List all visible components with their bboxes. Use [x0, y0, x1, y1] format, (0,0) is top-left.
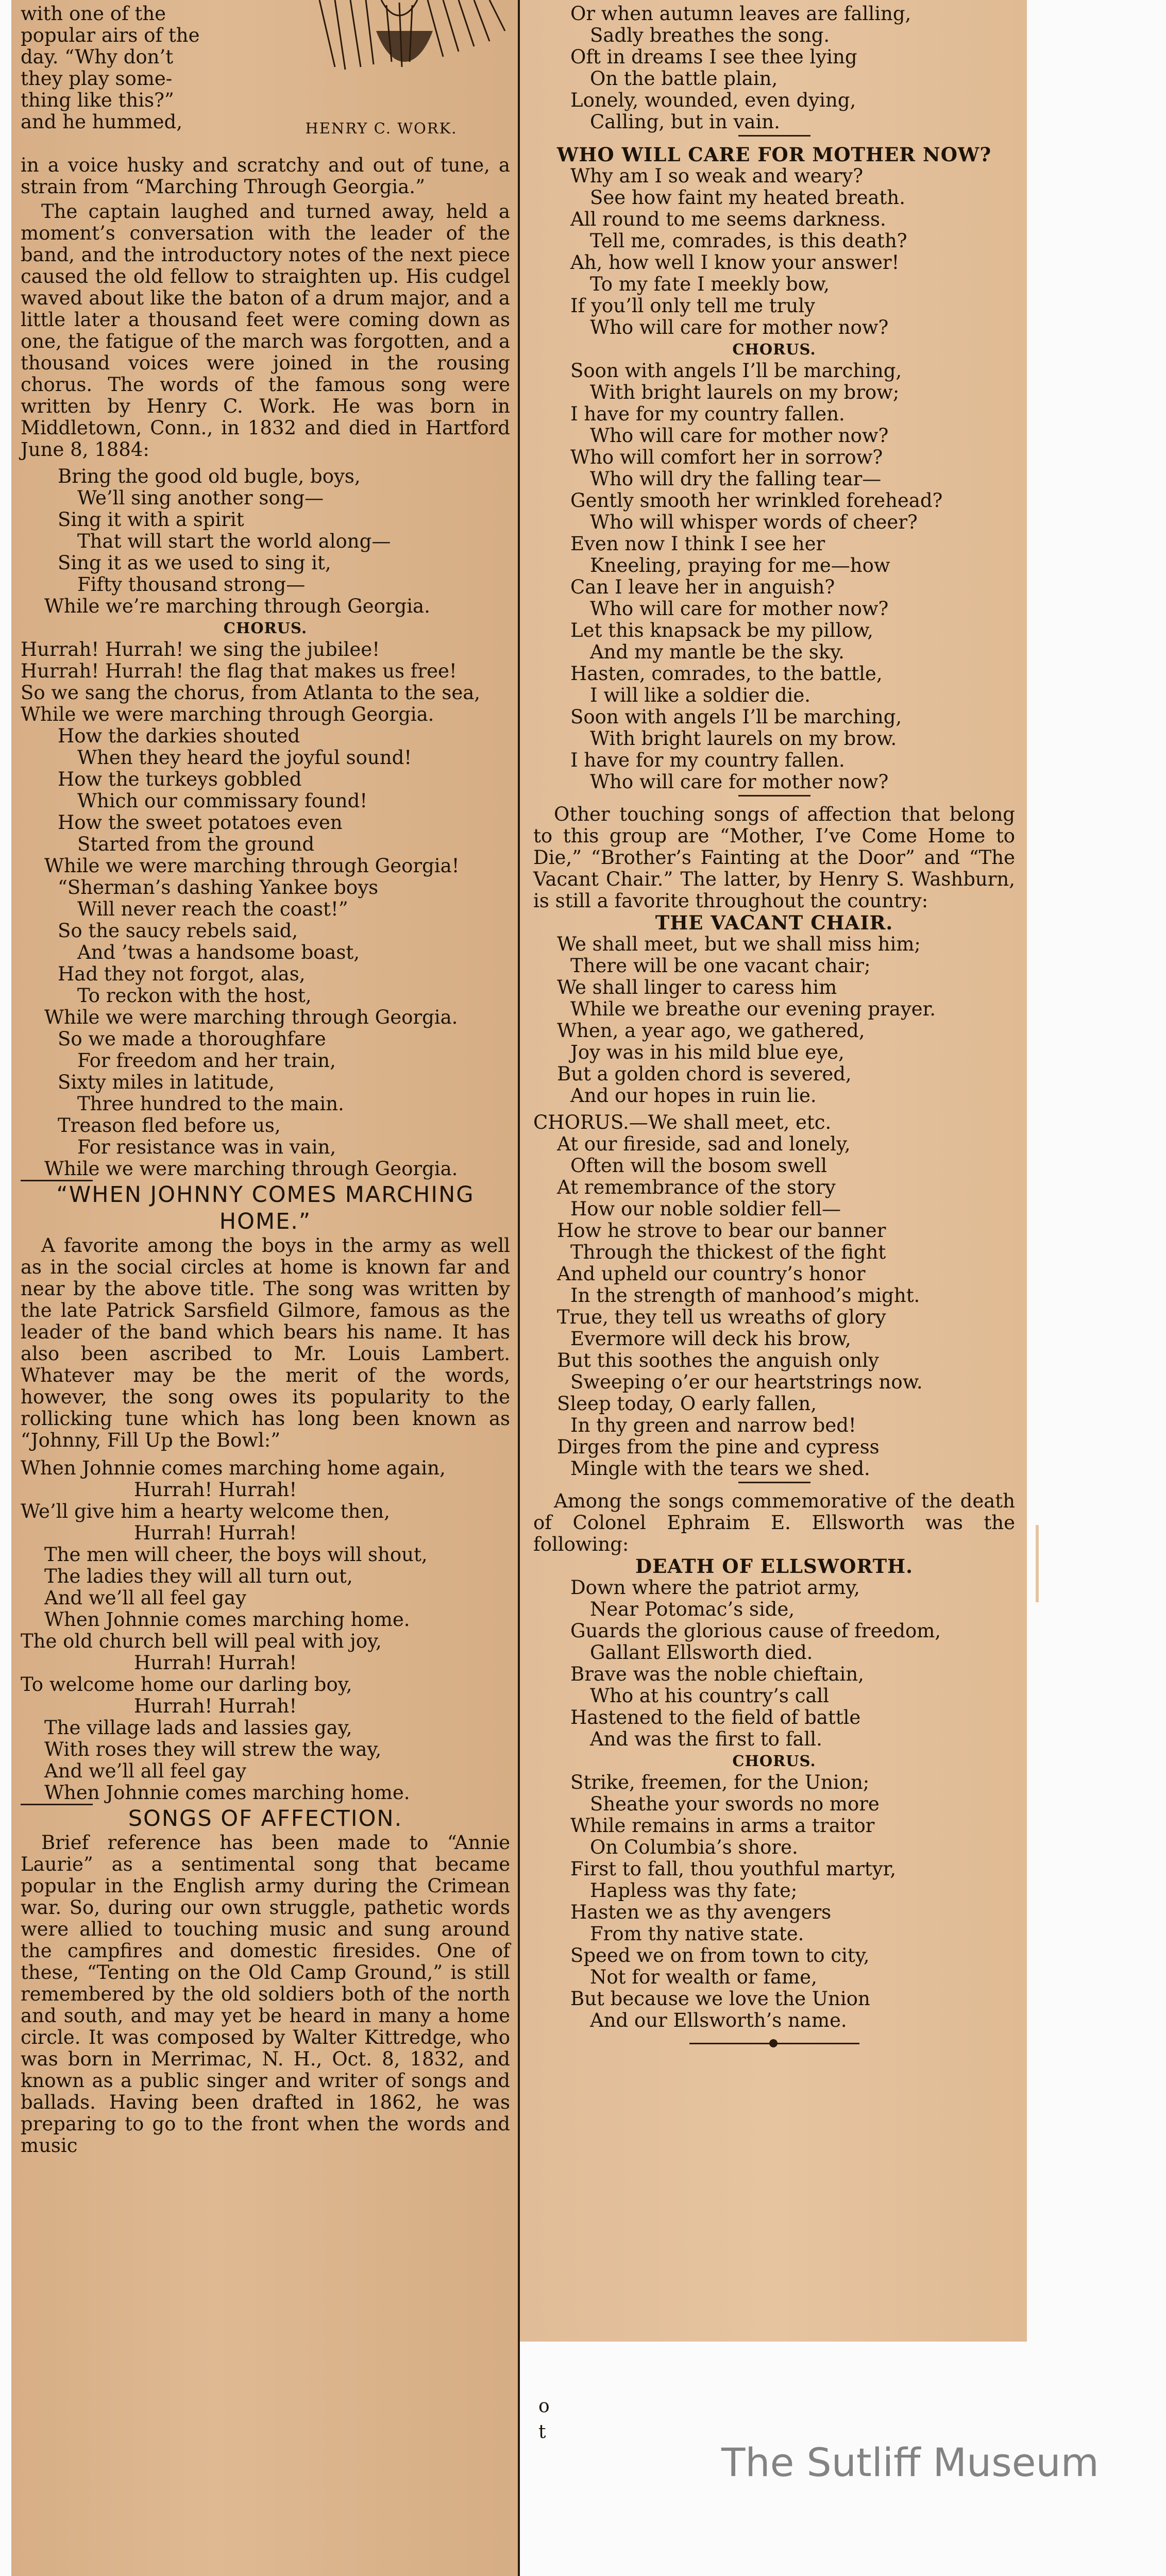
mother-verse-1 — [533, 165, 1015, 338]
verse-line: Guards the glorious cause of freedom, — [570, 1620, 941, 1642]
paper-tab — [1036, 1525, 1039, 1602]
verse-line: The old church bell will peal with joy, — [21, 1630, 382, 1652]
verse-line: True, they tell us wreaths of glory — [557, 1306, 886, 1328]
verse-line: To my fate I meekly bow, — [590, 273, 830, 295]
verse-line: And we’ll all feel gay — [44, 1587, 246, 1609]
verse-line: Hurrah! Hurrah! the flag that makes us free! — [21, 660, 457, 682]
verse-line: Down where the patriot army, — [570, 1577, 860, 1599]
verse-line: Who will comfort her in sorrow? — [570, 446, 883, 468]
ellsworth-chorus — [533, 1772, 1015, 1858]
intro-line: with one of the — [21, 3, 166, 25]
portrait-caption: HENRY C. WORK. — [305, 120, 458, 137]
verse-line: Oft in dreams I see thee lying — [570, 46, 857, 68]
verse-line: Sleep today, O early fallen, — [557, 1393, 817, 1415]
verse-line: The men will cheer, the boys will shout, — [44, 1544, 428, 1566]
verse-line: I have for my country fallen. — [570, 403, 845, 425]
verse-line: That will start the world along— — [77, 530, 391, 552]
vacant-heading: THE VACANT CHAIR. — [655, 911, 893, 934]
verse-line: Why am I so weak and weary? — [570, 165, 864, 187]
verse-line: While remains in arms a traitor — [570, 1815, 875, 1837]
verse-line: Who at his country’s call — [590, 1685, 830, 1707]
johnny-paragraph: A favorite among the boys in the army as well as in the social circles at home is known far and near by the above title. The song was written by the late Patrick Sarsfield Gilmore, famous as the leader of the band which bears his name. It has also been ascribed to Mr. Louis Lambert. Whatever may be the merit of the words, however, the song owes its popularity to the rollicking tune which has long been known as “Johnny, Fill Up the Bowl:” — [21, 1234, 510, 1451]
verse-line: And our hopes in ruin lie. — [570, 1084, 817, 1107]
verse-line: Let this knapsack be my pillow, — [570, 619, 873, 641]
verse-line: The village lads and lassies gay, — [44, 1717, 352, 1739]
verse-line: While we breathe our evening prayer. — [570, 998, 936, 1020]
verse-line: Hasten, comrades, to the battle, — [570, 663, 883, 685]
verse-line: Evermore will deck his brow, — [570, 1328, 851, 1350]
verse-line: See how faint my heated breath. — [590, 187, 906, 209]
verse-line: First to fall, thou youthful martyr, — [570, 1858, 897, 1880]
verse-line: Speed we on from town to city, — [570, 1944, 870, 1967]
verse-line: At remembrance of the story — [557, 1176, 836, 1198]
verse-line: Even now I think I see her — [570, 533, 825, 555]
section-divider — [738, 135, 810, 137]
verse-line: Gently smooth her wrinkled forehead? — [570, 489, 943, 512]
verse-line: Hurrah! Hurrah! — [134, 1695, 297, 1717]
verse-line: But this soothes the anguish only — [557, 1349, 879, 1371]
verse-line: Fifty thousand strong— — [77, 573, 306, 596]
verse-line: Strike, freemen, for the Union; — [570, 1771, 870, 1793]
verse-line: How our noble soldier fell— — [570, 1198, 841, 1220]
mother-verse-2 — [533, 447, 1015, 620]
verse-line: If you’ll only tell me truly — [570, 295, 815, 317]
affection-paragraph: Brief reference has been made to “Annie Laurie” as a sentimental song that became popular in the English army during the Crimean war. So, during our own struggle, pathetic words were allied to touching music and sung around the campfires and domestic firesides. One of these, “Tenting on the Old Camp Ground,” is still remembered by the old soldiers both of the north and south, and may yet be heard in many a home circle. It was composed by Walter Kittredge, who was born in Merrimac, N. H., Oct. 8, 1832, and known as a public singer and writer of songs and ballads. Having been drafted in 1862, he was preparing to go to the front when the words and music — [21, 1832, 510, 2157]
verse-line: Three hundred to the main. — [77, 1093, 344, 1115]
affection-heading: SONGS OF AFFECTION. — [128, 1806, 403, 1832]
ellsworth-verse-2 — [533, 1858, 1015, 2031]
verse-line: With bright laurels on my brow. — [590, 727, 897, 750]
section-divider — [738, 795, 810, 796]
chorus-label: CHORUS. — [732, 1752, 816, 1770]
verse-line: There will be one vacant chair; — [570, 955, 871, 977]
verse-line: Mingle with the tears we shed. — [570, 1458, 870, 1480]
verse-line: When Johnnie comes marching home. — [44, 1782, 410, 1804]
intro-line: they play some- — [21, 67, 173, 90]
verse-line: Hapless was thy fate; — [590, 1879, 798, 1902]
verse-line: In the strength of manhood’s might. — [570, 1284, 920, 1307]
verse-line: We’ll give him a hearty welcome then, — [21, 1500, 390, 1522]
vacant-verse-2 — [533, 1133, 1015, 1307]
verse-line: Dirges from the pine and cypress — [557, 1436, 880, 1458]
verse-line: From thy native state. — [590, 1923, 804, 1945]
verse-line: How the turkeys gobbled — [58, 768, 302, 790]
mother-heading: WHO WILL CARE FOR MOTHER NOW? — [556, 143, 992, 166]
georgia-verse-4 — [21, 1028, 510, 1180]
intro-line: day. “Why don’t — [21, 46, 174, 68]
vacant-verse-3 — [533, 1307, 1015, 1480]
verse-line: Sadly breathes the song. — [590, 24, 830, 46]
portrait-engraving — [289, 0, 515, 72]
verse-line: Hurrah! Hurrah! — [134, 1522, 297, 1544]
verse-line: Who will care for mother now? — [590, 316, 889, 338]
verse-line: Hurrah! Hurrah! — [134, 1652, 297, 1674]
text-fragment: t — [538, 2421, 546, 2443]
verse-line: When, a year ago, we gathered, — [557, 1020, 865, 1042]
verse-line: I have for my country fallen. — [570, 749, 845, 771]
verse-line: Which our commissary found! — [77, 790, 368, 812]
johnny-verse-2 — [21, 1631, 510, 1804]
verse-line: But because we love the Union — [570, 1988, 870, 2010]
verse-line: Who will care for mother now? — [590, 771, 889, 793]
verse-line: While we were marching through Georgia. — [44, 1006, 458, 1028]
verse-line: Often will the bosom swell — [570, 1155, 827, 1177]
verse-line: In thy green and narrow bed! — [570, 1414, 856, 1436]
georgia-verse-1 — [21, 466, 510, 617]
captain-paragraph: The captain laughed and turned away, held a moment’s conversation with the leader of the band, and the introductory notes of the next piece caused the old fellow to straighten up. His cudgel waved about like the baton of a drum major, and a little later a thousand feet were coming down as one, the fatigue of the march was forgotten, and a thousand voices were joined in the rousing chorus. The words of the famous song were written by Henry C. Work. He was born in Middletown, Conn., in 1832 and died in Hartford June 8, 1884: — [21, 200, 510, 461]
verse-line: And our Ellsworth’s name. — [590, 2009, 847, 2031]
verse-line: Joy was in his mild blue eye, — [570, 1041, 844, 1063]
ellsworth-verse-1 — [533, 1577, 1015, 1750]
touching-paragraph: Other touching songs of affection that belong to this group are “Mother, I’ve Come Home to Die,” “Brother’s Fainting at the Door” and “The Vacant Chair.” The latter, by Henry S. Washburn, is still a favorite throughout the country: — [533, 803, 1015, 912]
left-column — [21, 155, 510, 2157]
verse-line: While we were marching through Georgia. — [44, 1158, 458, 1180]
ellsworth-heading: DEATH OF ELLSWORTH. — [635, 1555, 913, 1578]
verse-line: Sing it with a spirit — [58, 509, 244, 531]
verse-line: Who will dry the falling tear— — [590, 468, 882, 490]
verse-line: Will never reach the coast!” — [77, 898, 348, 920]
verse-line: Calling, but in vain. — [590, 111, 780, 133]
chorus-label: CHORUS. — [223, 619, 308, 637]
verse-line: And ’twas a handsome boast, — [77, 941, 360, 963]
verse-line: We shall meet, but we shall miss him; — [557, 933, 921, 955]
verse-line: Sheathe your swords no more — [590, 1793, 880, 1815]
verse-line: Started from the ground — [77, 833, 315, 855]
verse-line: I will like a soldier die. — [590, 684, 811, 706]
verse-line: For freedom and her train, — [77, 1049, 336, 1072]
verse-line: Who will care for mother now? — [590, 425, 889, 447]
verse-line: Soon with angels I’ll be marching, — [570, 706, 902, 728]
mother-chorus — [533, 360, 1015, 447]
verse-line: On the battle plain, — [590, 67, 778, 90]
intro-line: popular airs of the — [21, 24, 200, 46]
verse-line: How the sweet potatoes even — [58, 811, 343, 834]
georgia-chorus — [21, 639, 510, 725]
verse-line: “Sherman’s dashing Yankee boys — [58, 876, 379, 899]
verse-line: How the darkies shouted — [58, 725, 300, 747]
verse-line: Soon with angels I’ll be marching, — [570, 360, 902, 382]
verse-line: Sing it as we used to sing it, — [58, 552, 331, 574]
verse-line: Not for wealth or fame, — [590, 1966, 817, 1988]
verse-line: How he strove to bear our banner — [557, 1219, 886, 1242]
verse-line: We’ll sing another song— — [77, 487, 324, 509]
section-divider — [738, 1482, 810, 1483]
georgia-verse-3 — [21, 877, 510, 1028]
verse-line: Hastened to the field of battle — [570, 1706, 861, 1728]
verse-line: And upheld our country’s honor — [557, 1263, 866, 1285]
verse-line: Through the thickest of the fight — [570, 1241, 886, 1263]
verse-line: To reckon with the host, — [77, 985, 312, 1007]
verse-line: Brave was the noble chieftain, — [570, 1663, 864, 1685]
verse-line: All round to me seems darkness. — [570, 208, 886, 230]
verse-line: But a golden chord is severed, — [557, 1063, 852, 1085]
johnny-heading: “WHEN JOHNNY COMES MARCHING HOME.” — [56, 1182, 475, 1234]
verse-line: While we were marching through Georgia! — [44, 855, 460, 877]
vacant-verse-1 — [533, 934, 1015, 1107]
right-column — [533, 3, 1015, 2056]
verse-line: Hasten we as thy avengers — [570, 1901, 832, 1923]
verse-line: And was the first to fall. — [590, 1728, 822, 1750]
mother-verse-3 — [533, 620, 1015, 793]
column-rule — [518, 0, 520, 2576]
verse-line: So we sang the chorus, from Atlanta to the sea, — [21, 682, 481, 704]
verse-line: With roses they will strew the way, — [44, 1738, 382, 1760]
chorus-label: CHORUS. — [732, 341, 816, 358]
verse-line: Gallant Ellsworth died. — [590, 1641, 813, 1664]
verse-line: To welcome home our darling boy, — [21, 1673, 352, 1696]
museum-watermark: The Sutliff Museum — [721, 2439, 1099, 2485]
verse-line: While we’re marching through Georgia. — [44, 595, 430, 617]
verse-line: Tell me, comrades, is this death? — [590, 230, 907, 252]
verse-line: So the saucy rebels said, — [58, 920, 298, 942]
verse-line: Lonely, wounded, even dying, — [570, 89, 856, 111]
verse-line: Had they not forgot, alas, — [58, 963, 306, 985]
ellsworth-paragraph: Among the songs commemorative of the death of Colonel Ephraim E. Ellsworth was the following: — [533, 1490, 1015, 1555]
verse-line: For resistance was in vain, — [77, 1136, 336, 1158]
verse-line: On Columbia’s shore. — [590, 1836, 798, 1858]
verse-line: And my mantle be the sky. — [590, 641, 844, 663]
verse-line: While we were marching through Georgia. — [21, 703, 434, 725]
verse-line: At our fireside, sad and lonely, — [557, 1133, 851, 1155]
verse-line: Hurrah! Hurrah! we sing the jubilee! — [21, 638, 380, 660]
georgia-verse-2 — [21, 725, 510, 877]
verse-line: Can I leave her in anguish? — [570, 576, 835, 598]
verse-line: Hurrah! Hurrah! — [134, 1479, 297, 1501]
verse-line: Sweeping o’er our heartstrings now. — [570, 1371, 923, 1393]
intro-line: thing like this?” — [21, 89, 174, 111]
vacant-chorus: CHORUS.—We shall meet, etc. — [533, 1111, 832, 1133]
verse-line: Or when autumn leaves are falling, — [570, 3, 911, 25]
verse-line: And we’ll all feel gay — [44, 1760, 246, 1782]
verse-line: Kneeling, praying for me—how — [590, 554, 890, 577]
verse-line: When Johnnie comes marching home again, — [21, 1457, 446, 1479]
verse-line: Treason fled before us, — [58, 1114, 281, 1137]
verse-line: Ah, how well I know your answer! — [570, 251, 900, 274]
ornament-divider — [689, 2043, 859, 2044]
verse-line: Who will care for mother now? — [590, 598, 889, 620]
verse-line: Sixty miles in latitude, — [58, 1071, 275, 1093]
verse-line: When Johnnie comes marching home. — [44, 1608, 410, 1631]
text-fragment: o — [538, 2396, 550, 2417]
verse-line: Who will whisper words of cheer? — [590, 511, 918, 533]
intro-line: and he hummed, — [21, 111, 182, 133]
verse-line: The ladies they will all turn out, — [44, 1565, 353, 1587]
intro-rest: in a voice husky and scratchy and out of tune, a strain from “Marching Through Georgia.” — [21, 154, 510, 198]
johnny-verse-1 — [21, 1458, 510, 1631]
verse-line: With bright laurels on my brow; — [590, 381, 900, 403]
verse-line: We shall linger to caress him — [557, 976, 837, 998]
verse-line: When they heard the joyful sound! — [77, 747, 412, 769]
verse-line: So we made a thoroughfare — [58, 1028, 326, 1050]
verse-line: Bring the good old bugle, boys, — [58, 465, 361, 487]
verse-line: Near Potomac’s side, — [590, 1598, 795, 1620]
top-verse — [533, 3, 1015, 133]
